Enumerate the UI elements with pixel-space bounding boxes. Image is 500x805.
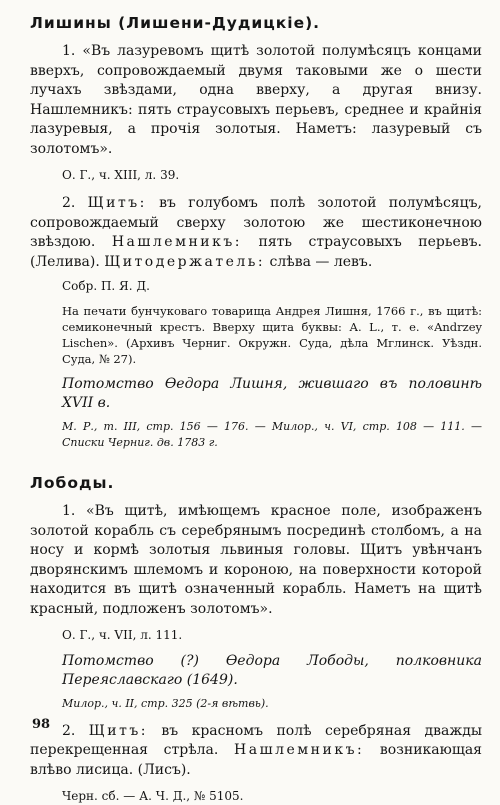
paragraph-lobody-2 bbox=[30, 722, 482, 781]
descent-lishiny: Потомство Ѳедора Лишня, жившаго въ половинѣ XVII в. bbox=[62, 376, 482, 411]
section-heading-lishiny: Лишины (Лишени-Дудицкіе). bbox=[30, 14, 321, 32]
section-heading-lobody: Лободы. bbox=[30, 474, 115, 492]
paragraph-number: 2. bbox=[62, 195, 76, 211]
paragraph-lobody-1: 1. «Въ щитѣ, имѣющемъ красное поле, изображенъ золотой корабль съ серебрянымъ посрединѣ столбомъ, а на носу и кормѣ золотыя львиныя головы. Щитъ увѣнчанъ дворянскимъ шлемомъ и короною, на поверхности которой находится въ щитѣ означенный корабль. Наметъ на щитѣ красный, подложенъ золотомъ». bbox=[30, 503, 482, 617]
seal-note: На печати бунчуковаго товарища Андрея Лишня, 1766 г., въ щитѣ: семиконечный крестъ. Вверху щита буквы: А. L., т. е. «Andrzey Lischen». (Архивъ Черниг. Окружн. Суда, дѣла Мглинск. Уѣздн. Суда, № 27). bbox=[62, 304, 482, 366]
crest-description: пять страусовыхъ перьевъ. (Лелива). bbox=[30, 234, 483, 270]
supporter-term: Щитодержатель: bbox=[104, 253, 266, 270]
descent-lobody: Потомство (?) Ѳедора Лободы, полковника Переяславскаго (1649). bbox=[62, 653, 482, 688]
shield-description: въ голубомъ полѣ золотой полумѣсяцъ, сопровождаемый сверху золотою же шестиконечною звѣздою. bbox=[30, 195, 482, 250]
crest-term: Нашлемникъ: bbox=[234, 742, 365, 758]
shield-description: въ красномъ полѣ серебряная дважды перекрещенная стрѣла. bbox=[30, 722, 482, 758]
crest-description: возникающая влѣво лисица. (Лисъ). bbox=[30, 742, 483, 778]
references-lishiny: М. Р., т. III, стр. 156 — 176. — Милор., ч. VI, стр. 108 — 111. — Списки Черниг. дв. 1783 г. bbox=[62, 420, 482, 449]
references-lobody: Милор., ч. II, стр. 325 (2-я вѣтвь). bbox=[62, 697, 269, 710]
shield-term: Щитъ: bbox=[88, 722, 148, 739]
source-lobody-2: Черн. сб. — А. Ч. Д., № 5105. bbox=[62, 789, 244, 803]
source-lobody-1: О. Г., ч. VII, л. 111. bbox=[62, 628, 183, 642]
crest-term: Нашлемникъ: bbox=[111, 234, 242, 250]
source-lishiny-1: О. Г., ч. XIII, л. 39. bbox=[62, 168, 180, 182]
supporter-description: слѣва — левъ. bbox=[269, 253, 373, 270]
paragraph-number: 2. bbox=[62, 722, 76, 739]
paragraph-lishiny-1: 1. «Въ лазуревомъ щитѣ золотой полумѣсяцъ концами вверхъ, сопровождаемый двумя таковыми же о шести лучахъ звѣздами, одна вверху, а другая внизу. Нашлемникъ: пять страусовыхъ перьевъ, среднее и крайнія лазуревыя, а прочія золотыя. Наметъ: лазуревый съ золотомъ». bbox=[30, 43, 482, 157]
paragraph-lishiny-2 bbox=[30, 194, 482, 272]
source-lishiny-2: Собр. П. Я. Д. bbox=[62, 279, 150, 293]
shield-term: Щитъ: bbox=[87, 195, 147, 211]
page-body bbox=[30, 14, 482, 805]
page-number: 98 bbox=[32, 717, 51, 732]
